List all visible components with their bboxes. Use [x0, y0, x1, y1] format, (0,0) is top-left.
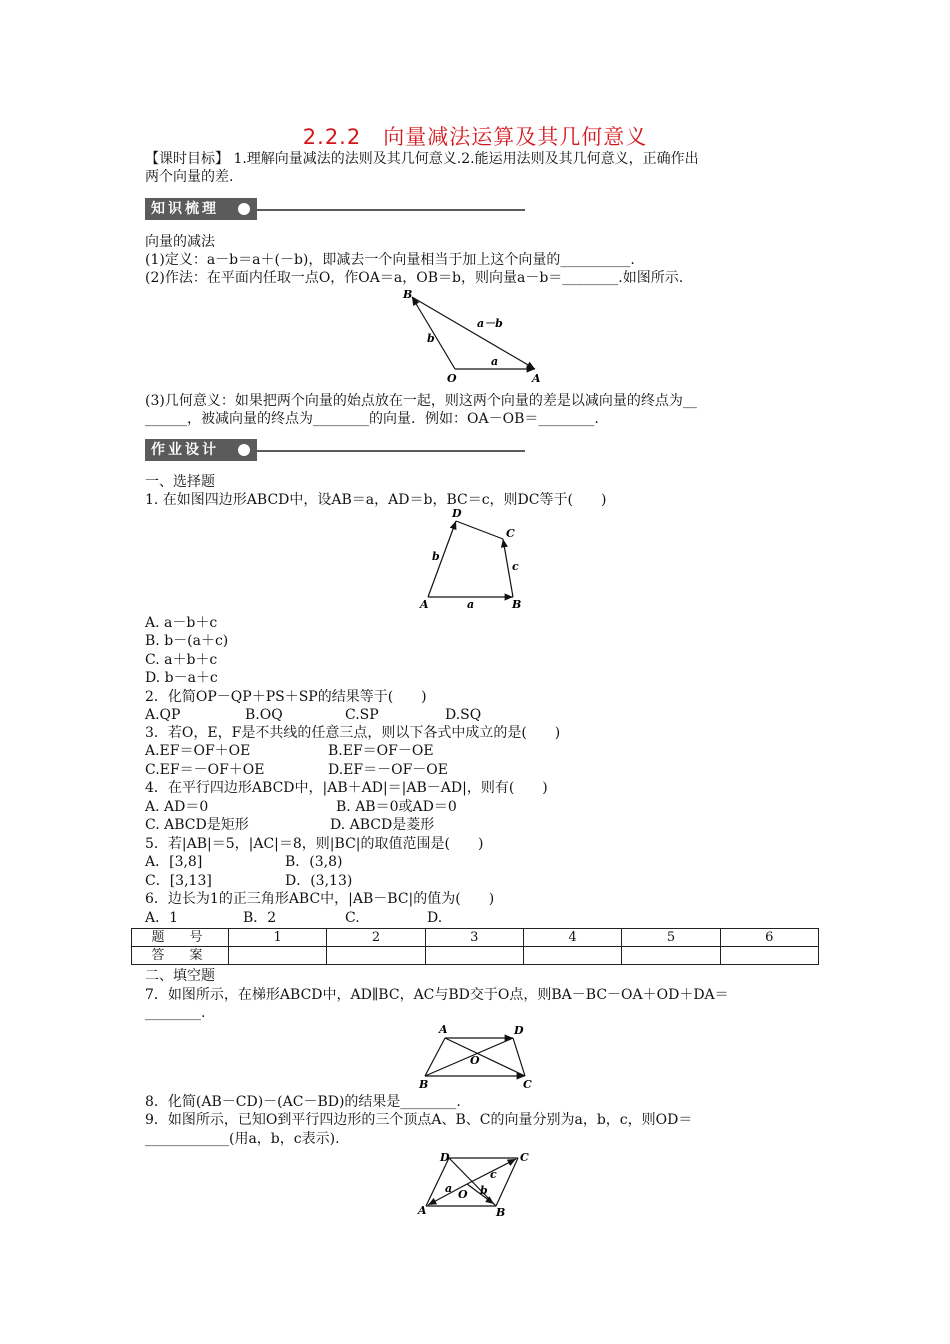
- q2-stem: 2．化简OP－QP＋PS＋SP的结果等于( ): [145, 689, 427, 705]
- fig-label-amb: a－b: [477, 317, 503, 330]
- q7-diagonal-ac: [445, 1038, 525, 1076]
- q9-label-O: O: [458, 1188, 468, 1201]
- q4-option-c: C. ABCD是矩形: [145, 817, 249, 833]
- answer-cell[interactable]: [720, 947, 818, 965]
- fig-label-B: B: [403, 288, 413, 301]
- q7-diagonal-bd: [425, 1038, 513, 1076]
- definition-text: (1)定义：a－b＝a＋(－b)，即减去一个向量相当于加上这个向量的__________.: [145, 252, 635, 268]
- q6-option-d: D.: [427, 910, 443, 926]
- q9-label-D: D: [440, 1151, 450, 1164]
- fig-label-a: a: [491, 355, 499, 368]
- q5-option-b: B．(3,8): [285, 854, 343, 870]
- section-fill-heading: 二、填空题: [145, 968, 215, 984]
- q8-stem: 8．化简(AB－CD)－(AC－BD)的结果是________.: [145, 1094, 461, 1110]
- objective-line-2: 两个向量的差.: [145, 169, 234, 185]
- banner-dot-icon: [238, 444, 250, 456]
- fig-label-A: A: [532, 372, 541, 385]
- answer-table-number: 6: [720, 929, 818, 947]
- knowledge-banner-label: 知识梳理: [145, 198, 257, 220]
- knowledge-heading: 向量的减法: [145, 234, 215, 250]
- geometric-text-1: (3)几何意义：如果把两个向量的始点放在一起，则这两个向量的差是以减向量的终点为__: [145, 393, 697, 409]
- q4-option-a: A. AD＝0: [145, 799, 209, 815]
- q2-option-a: A.QP: [145, 707, 181, 723]
- q9-line-2: ____________(用a，b，c表示).: [145, 1131, 340, 1147]
- answer-table-number-head: 题 号: [132, 929, 229, 947]
- answer-table-answer-row: [132, 947, 819, 965]
- q3-option-d: D.EF＝－OF－OE: [328, 762, 448, 778]
- q5-option-a: A．[3,8]: [145, 854, 203, 870]
- q1-label-a: a: [467, 598, 475, 611]
- q1-label-A: A: [420, 598, 429, 611]
- banner-rule: [257, 209, 525, 211]
- q9-diagonal-db: [449, 1158, 496, 1206]
- q1-label-B: B: [512, 598, 522, 611]
- q7-label-A: A: [439, 1023, 448, 1036]
- construction-text: (2)作法：在平面内任取一点O，作OA＝a，OB＝b，则向量a－b＝________.如图所示.: [145, 270, 684, 286]
- q9-label-b: b: [480, 1184, 488, 1197]
- answer-table-number: 4: [523, 929, 621, 947]
- q1-stem: 1. 在如图四边形ABCD中，设AB＝a，AD＝b，BC＝c，则DC等于( ): [145, 492, 607, 508]
- q2-option-b: B.OQ: [245, 707, 283, 723]
- q9-parallelogram-figure: [412, 1148, 537, 1220]
- q1-side-dc: [456, 521, 503, 539]
- answer-table-number-row: [132, 929, 819, 947]
- q9-label-c: c: [490, 1168, 497, 1181]
- answer-table-number: 1: [229, 929, 327, 947]
- answer-cell[interactable]: [523, 947, 621, 965]
- q2-option-c: C.SP: [345, 707, 379, 723]
- q9-side-bc: [496, 1158, 518, 1206]
- q4-option-d: D. ABCD是菱形: [330, 817, 435, 833]
- q9-line-1: 9．如图所示，已知O到平行四边形的三个顶点A、B、C的向量分别为a，b，c，则OD＝: [145, 1112, 693, 1128]
- q7-side-dc: [513, 1038, 525, 1076]
- answer-table-number: 3: [425, 929, 523, 947]
- q1-option-b: B. b－(a＋c): [145, 633, 229, 649]
- q7-label-O: O: [470, 1054, 480, 1067]
- q3-option-a: A.EF＝OF＋OE: [145, 743, 251, 759]
- q9-label-C: C: [520, 1151, 529, 1164]
- q1-quadrilateral-figure: [415, 505, 535, 615]
- answer-table-number: 2: [327, 929, 425, 947]
- q7-label-C: C: [523, 1078, 532, 1091]
- q7-label-D: D: [514, 1024, 524, 1037]
- fig-label-O: O: [447, 372, 457, 385]
- subtraction-figure: [395, 285, 555, 385]
- banner-dot-icon: [238, 203, 250, 215]
- q7-trapezoid-figure: [415, 1020, 540, 1092]
- knowledge-banner: [145, 198, 525, 220]
- answer-cell[interactable]: [622, 947, 720, 965]
- section-choice-heading: 一、选择题: [145, 474, 215, 490]
- q1-label-D: D: [452, 507, 462, 520]
- homework-banner-label: 作业设计: [145, 439, 257, 461]
- q5-option-c: C．[3,13]: [145, 873, 212, 889]
- page-title: 2.2.2 向量减法运算及其几何意义: [302, 125, 648, 149]
- geometric-text-2: ______，被减向量的终点为________的向量．例如：OA－OB＝________.: [145, 411, 599, 427]
- q9-label-A: A: [418, 1204, 427, 1217]
- q6-option-a: A．1: [145, 910, 179, 926]
- q6-stem: 6．边长为1的正三角形ABC中，|AB－BC|的值为( ): [145, 891, 495, 907]
- q1-label-C: C: [506, 527, 515, 540]
- q7-line-1: 7．如图所示，在梯形ABCD中，AD∥BC，AC与BD交于O点，则BA－BC－OA＋OD＋DA＝: [145, 987, 729, 1003]
- q6-option-c: C.: [345, 910, 360, 926]
- homework-banner: [145, 439, 525, 461]
- q1-option-c: C. a＋b＋c: [145, 652, 218, 668]
- q3-stem: 3．若O，E，F是不共线的任意三点，则以下各式中成立的是( ): [145, 725, 561, 741]
- q4-option-b: B. AB＝0或AD＝0: [336, 799, 457, 815]
- q1-option-a: A. a－b＋c: [145, 615, 218, 631]
- q3-option-b: B.EF＝OF－OE: [328, 743, 434, 759]
- q7-line-2: ________.: [145, 1005, 206, 1021]
- answer-cell[interactable]: [229, 947, 327, 965]
- q3-option-c: C.EF＝－OF＋OE: [145, 762, 265, 778]
- banner-rule: [257, 450, 525, 452]
- q1-label-c: c: [512, 560, 519, 573]
- answer-table-number: 5: [622, 929, 720, 947]
- q1-label-b: b: [432, 550, 440, 563]
- answer-table-answer-head: 答 案: [132, 947, 229, 965]
- q5-stem: 5．若|AB|＝5，|AC|＝8，则|BC|的取值范围是( ): [145, 836, 484, 852]
- q9-label-B: B: [496, 1206, 506, 1219]
- q1-option-d: D. b－a＋c: [145, 670, 218, 686]
- q2-option-d: D.SQ: [445, 707, 482, 723]
- answer-cell[interactable]: [425, 947, 523, 965]
- q7-label-B: B: [419, 1078, 429, 1091]
- q4-stem: 4．在平行四边形ABCD中，|AB＋AD|＝|AB－AD|，则有( ): [145, 780, 548, 796]
- q9-label-a: a: [445, 1182, 453, 1195]
- q6-option-b: B．2: [243, 910, 277, 926]
- answer-table: [131, 928, 819, 965]
- answer-cell[interactable]: [327, 947, 425, 965]
- fig-label-b: b: [427, 332, 435, 345]
- q7-side-ab: [425, 1038, 445, 1076]
- q5-option-d: D．(3,13): [285, 873, 353, 889]
- objective-line-1: 【课时目标】 1.理解向量减法的法则及其几何意义.2.能运用法则及其几何意义，正确作出: [145, 151, 699, 167]
